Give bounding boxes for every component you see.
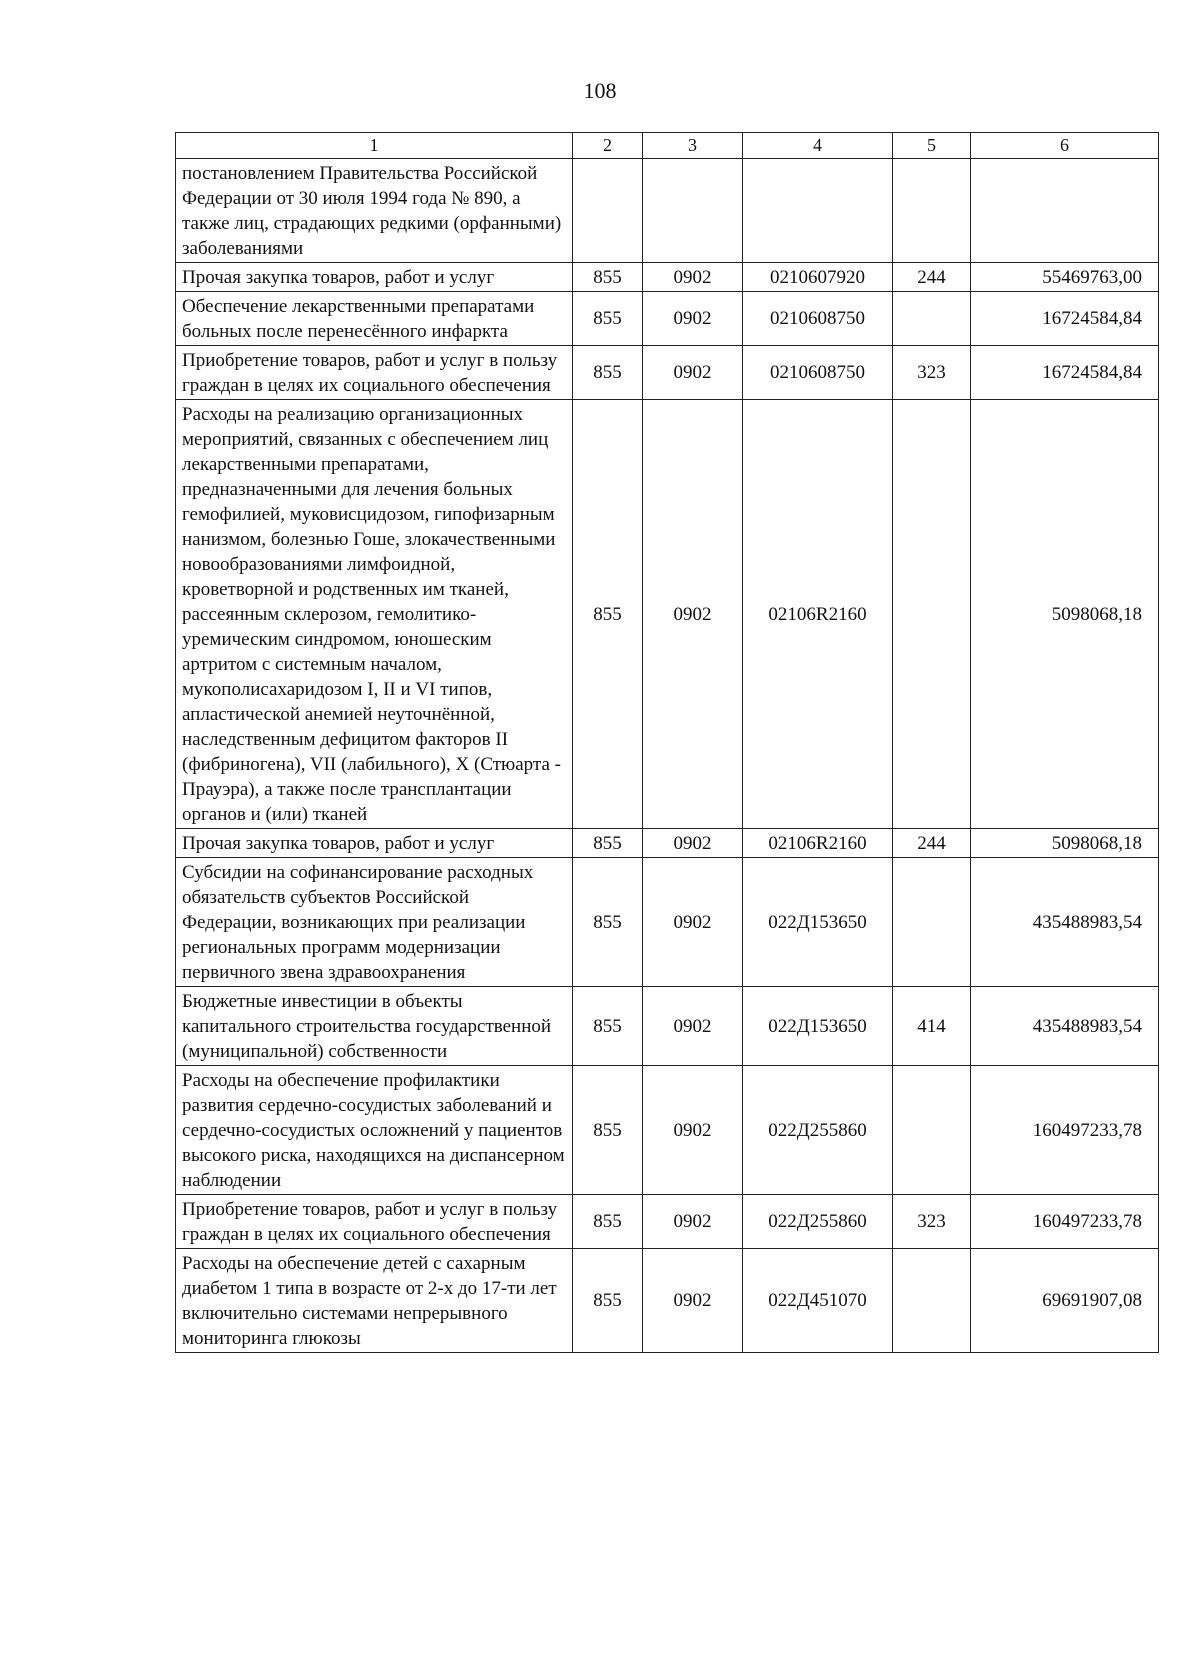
target-article-code: 022Д153650 (743, 858, 893, 987)
expense-type-code (893, 292, 971, 346)
table-row (176, 1195, 1159, 1249)
expense-type-code: 323 (893, 346, 971, 400)
column-header: 2 (573, 133, 643, 159)
expense-type-code (893, 858, 971, 987)
ministry-code: 855 (573, 858, 643, 987)
target-article-code: 02106R2160 (743, 829, 893, 858)
target-article-code: 022Д255860 (743, 1066, 893, 1195)
ministry-code: 855 (573, 1066, 643, 1195)
section-code: 0902 (643, 400, 743, 829)
expense-description: Прочая закупка товаров, работ и услуг (176, 263, 573, 292)
ministry-code: 855 (573, 292, 643, 346)
column-header: 4 (743, 133, 893, 159)
expense-description: Бюджетные инвестиции в объекты капитального строительства государственной (муниципальной) собственности (176, 987, 573, 1066)
expense-type-code: 244 (893, 263, 971, 292)
target-article-code: 022Д255860 (743, 1195, 893, 1249)
amount: 435488983,54 (971, 987, 1159, 1066)
table-row (176, 1066, 1159, 1195)
target-article-code: 022Д451070 (743, 1249, 893, 1353)
expense-description: Расходы на реализацию организационных мероприятий, связанных с обеспечением лиц лекарственными препаратами, предназначенными для лечения больных гемофилией, муковисцидозом, гипофизарным нанизмом, болезнью Гоше, злокачественными новообразованиями лимфоидной, кроветворной и родственных им тканей, рассеянным склерозом, гемолитико-уремическим синдромом, юношеским артритом с системным началом, мукополисахаридозом I, II и VI типов, апластической анемией неуточнённой, наследственным дефицитом факторов II (фибриногена), VII (лабильного), X (Стюарта - Прауэра), а также после трансплантации органов и (или) тканей (176, 400, 573, 829)
ministry-code: 855 (573, 1249, 643, 1353)
target-article-code: 0210608750 (743, 292, 893, 346)
amount: 435488983,54 (971, 858, 1159, 987)
section-code: 0902 (643, 346, 743, 400)
table-row (176, 1249, 1159, 1353)
amount: 69691907,08 (971, 1249, 1159, 1353)
ministry-code: 855 (573, 987, 643, 1066)
expense-description: Прочая закупка товаров, работ и услуг (176, 829, 573, 858)
section-code: 0902 (643, 1195, 743, 1249)
expense-type-code (893, 1249, 971, 1353)
target-article-code: 0210607920 (743, 263, 893, 292)
section-code: 0902 (643, 829, 743, 858)
expense-type-code (893, 400, 971, 829)
expense-type-code: 244 (893, 829, 971, 858)
section-code: 0902 (643, 987, 743, 1066)
ministry-code: 855 (573, 346, 643, 400)
amount: 5098068,18 (971, 829, 1159, 858)
section-code: 0902 (643, 1066, 743, 1195)
amount: 160497233,78 (971, 1195, 1159, 1249)
section-code: 0902 (643, 263, 743, 292)
amount: 160497233,78 (971, 1066, 1159, 1195)
section-code: 0902 (643, 858, 743, 987)
ministry-code (573, 159, 643, 263)
amount: 5098068,18 (971, 400, 1159, 829)
target-article-code: 022Д153650 (743, 987, 893, 1066)
amount: 55469763,00 (971, 263, 1159, 292)
expense-type-code: 414 (893, 987, 971, 1066)
table-row (176, 829, 1159, 858)
column-header: 5 (893, 133, 971, 159)
table-row (176, 987, 1159, 1066)
expense-description: Расходы на обеспечение детей с сахарным диабетом 1 типа в возрасте от 2-х до 17-ти лет включительно системами непрерывного мониторинга глюкозы (176, 1249, 573, 1353)
expense-type-code: 323 (893, 1195, 971, 1249)
ministry-code: 855 (573, 263, 643, 292)
table-row (176, 159, 1159, 263)
ministry-code: 855 (573, 400, 643, 829)
table-header-row (176, 133, 1159, 159)
budget-table (175, 132, 1159, 1353)
table-row (176, 400, 1159, 829)
expense-description: Приобретение товаров, работ и услуг в пользу граждан в целях их социального обеспечения (176, 346, 573, 400)
column-header: 6 (971, 133, 1159, 159)
expense-description: постановлением Правительства Российской Федерации от 30 июля 1994 года № 890, а также лиц, страдающих редкими (орфанными) заболеваниями (176, 159, 573, 263)
table-row (176, 346, 1159, 400)
table-row (176, 292, 1159, 346)
amount: 16724584,84 (971, 346, 1159, 400)
ministry-code: 855 (573, 1195, 643, 1249)
expense-type-code (893, 1066, 971, 1195)
table-row (176, 858, 1159, 987)
amount (971, 159, 1159, 263)
ministry-code: 855 (573, 829, 643, 858)
column-header: 3 (643, 133, 743, 159)
target-article-code: 02106R2160 (743, 400, 893, 829)
expense-type-code (893, 159, 971, 263)
section-code: 0902 (643, 1249, 743, 1353)
section-code (643, 159, 743, 263)
section-code: 0902 (643, 292, 743, 346)
page-number: 108 (583, 78, 617, 103)
amount: 16724584,84 (971, 292, 1159, 346)
expense-description: Приобретение товаров, работ и услуг в пользу граждан в целях их социального обеспечения (176, 1195, 573, 1249)
table-row (176, 263, 1159, 292)
target-article-code: 0210608750 (743, 346, 893, 400)
expense-description: Расходы на обеспечение профилактики развития сердечно-сосудистых заболеваний и сердечно-сосудистых осложнений у пациентов высокого риска, находящихся на диспансерном наблюдении (176, 1066, 573, 1195)
expense-description: Субсидии на софинансирование расходных обязательств субъектов Российской Федерации, возникающих при реализации региональных программ модернизации первичного звена здравоохранения (176, 858, 573, 987)
target-article-code (743, 159, 893, 263)
expense-description: Обеспечение лекарственными препаратами больных после перенесённого инфаркта (176, 292, 573, 346)
column-header: 1 (176, 133, 573, 159)
